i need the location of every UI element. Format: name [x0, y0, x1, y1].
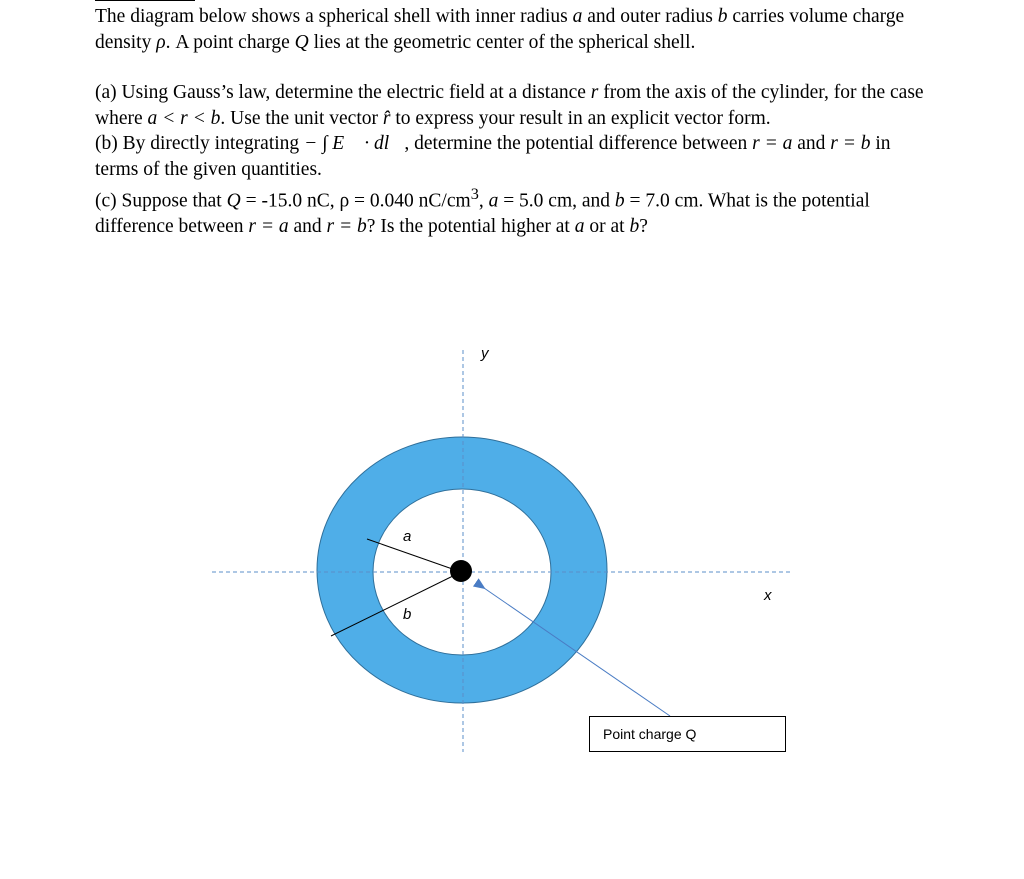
point-charge-label: Point charge Q [589, 716, 786, 752]
intro-paragraph: The diagram below shows a spherical shell with inner radius a and outer radius b carries volume charge density ρ. A point charge Q lies at the geometric center of the spherical shell. [95, 6, 905, 53]
inner-radius-label: a [403, 528, 412, 545]
part-a: (a) Using Gauss’s law, determine the electric field at a distance r from the axis of the cylinder, for the case where a < r < b. Use the unit vector r̂ to express your result in an explicit vector form. [95, 82, 924, 129]
x-axis-label: x [764, 587, 772, 604]
inner-radius-line [367, 539, 461, 572]
outer-radius-label: b [403, 606, 412, 623]
y-axis-label: y [481, 345, 489, 362]
point-charge [450, 560, 472, 582]
part-c: (c) Suppose that Q = -15.0 nC, ρ = 0.040 $nC/cm^3$, a = 5.0 cm, and b = 7.0 cm. What is the potential difference between r = a and r = b? Is the potential higher at a or at b? [95, 185, 870, 237]
part-b: (b) By directly integrating − ∫ E⃗ · dl⃗, determine the potential difference between r = a and r = b in terms of the given quantities. [95, 133, 891, 180]
